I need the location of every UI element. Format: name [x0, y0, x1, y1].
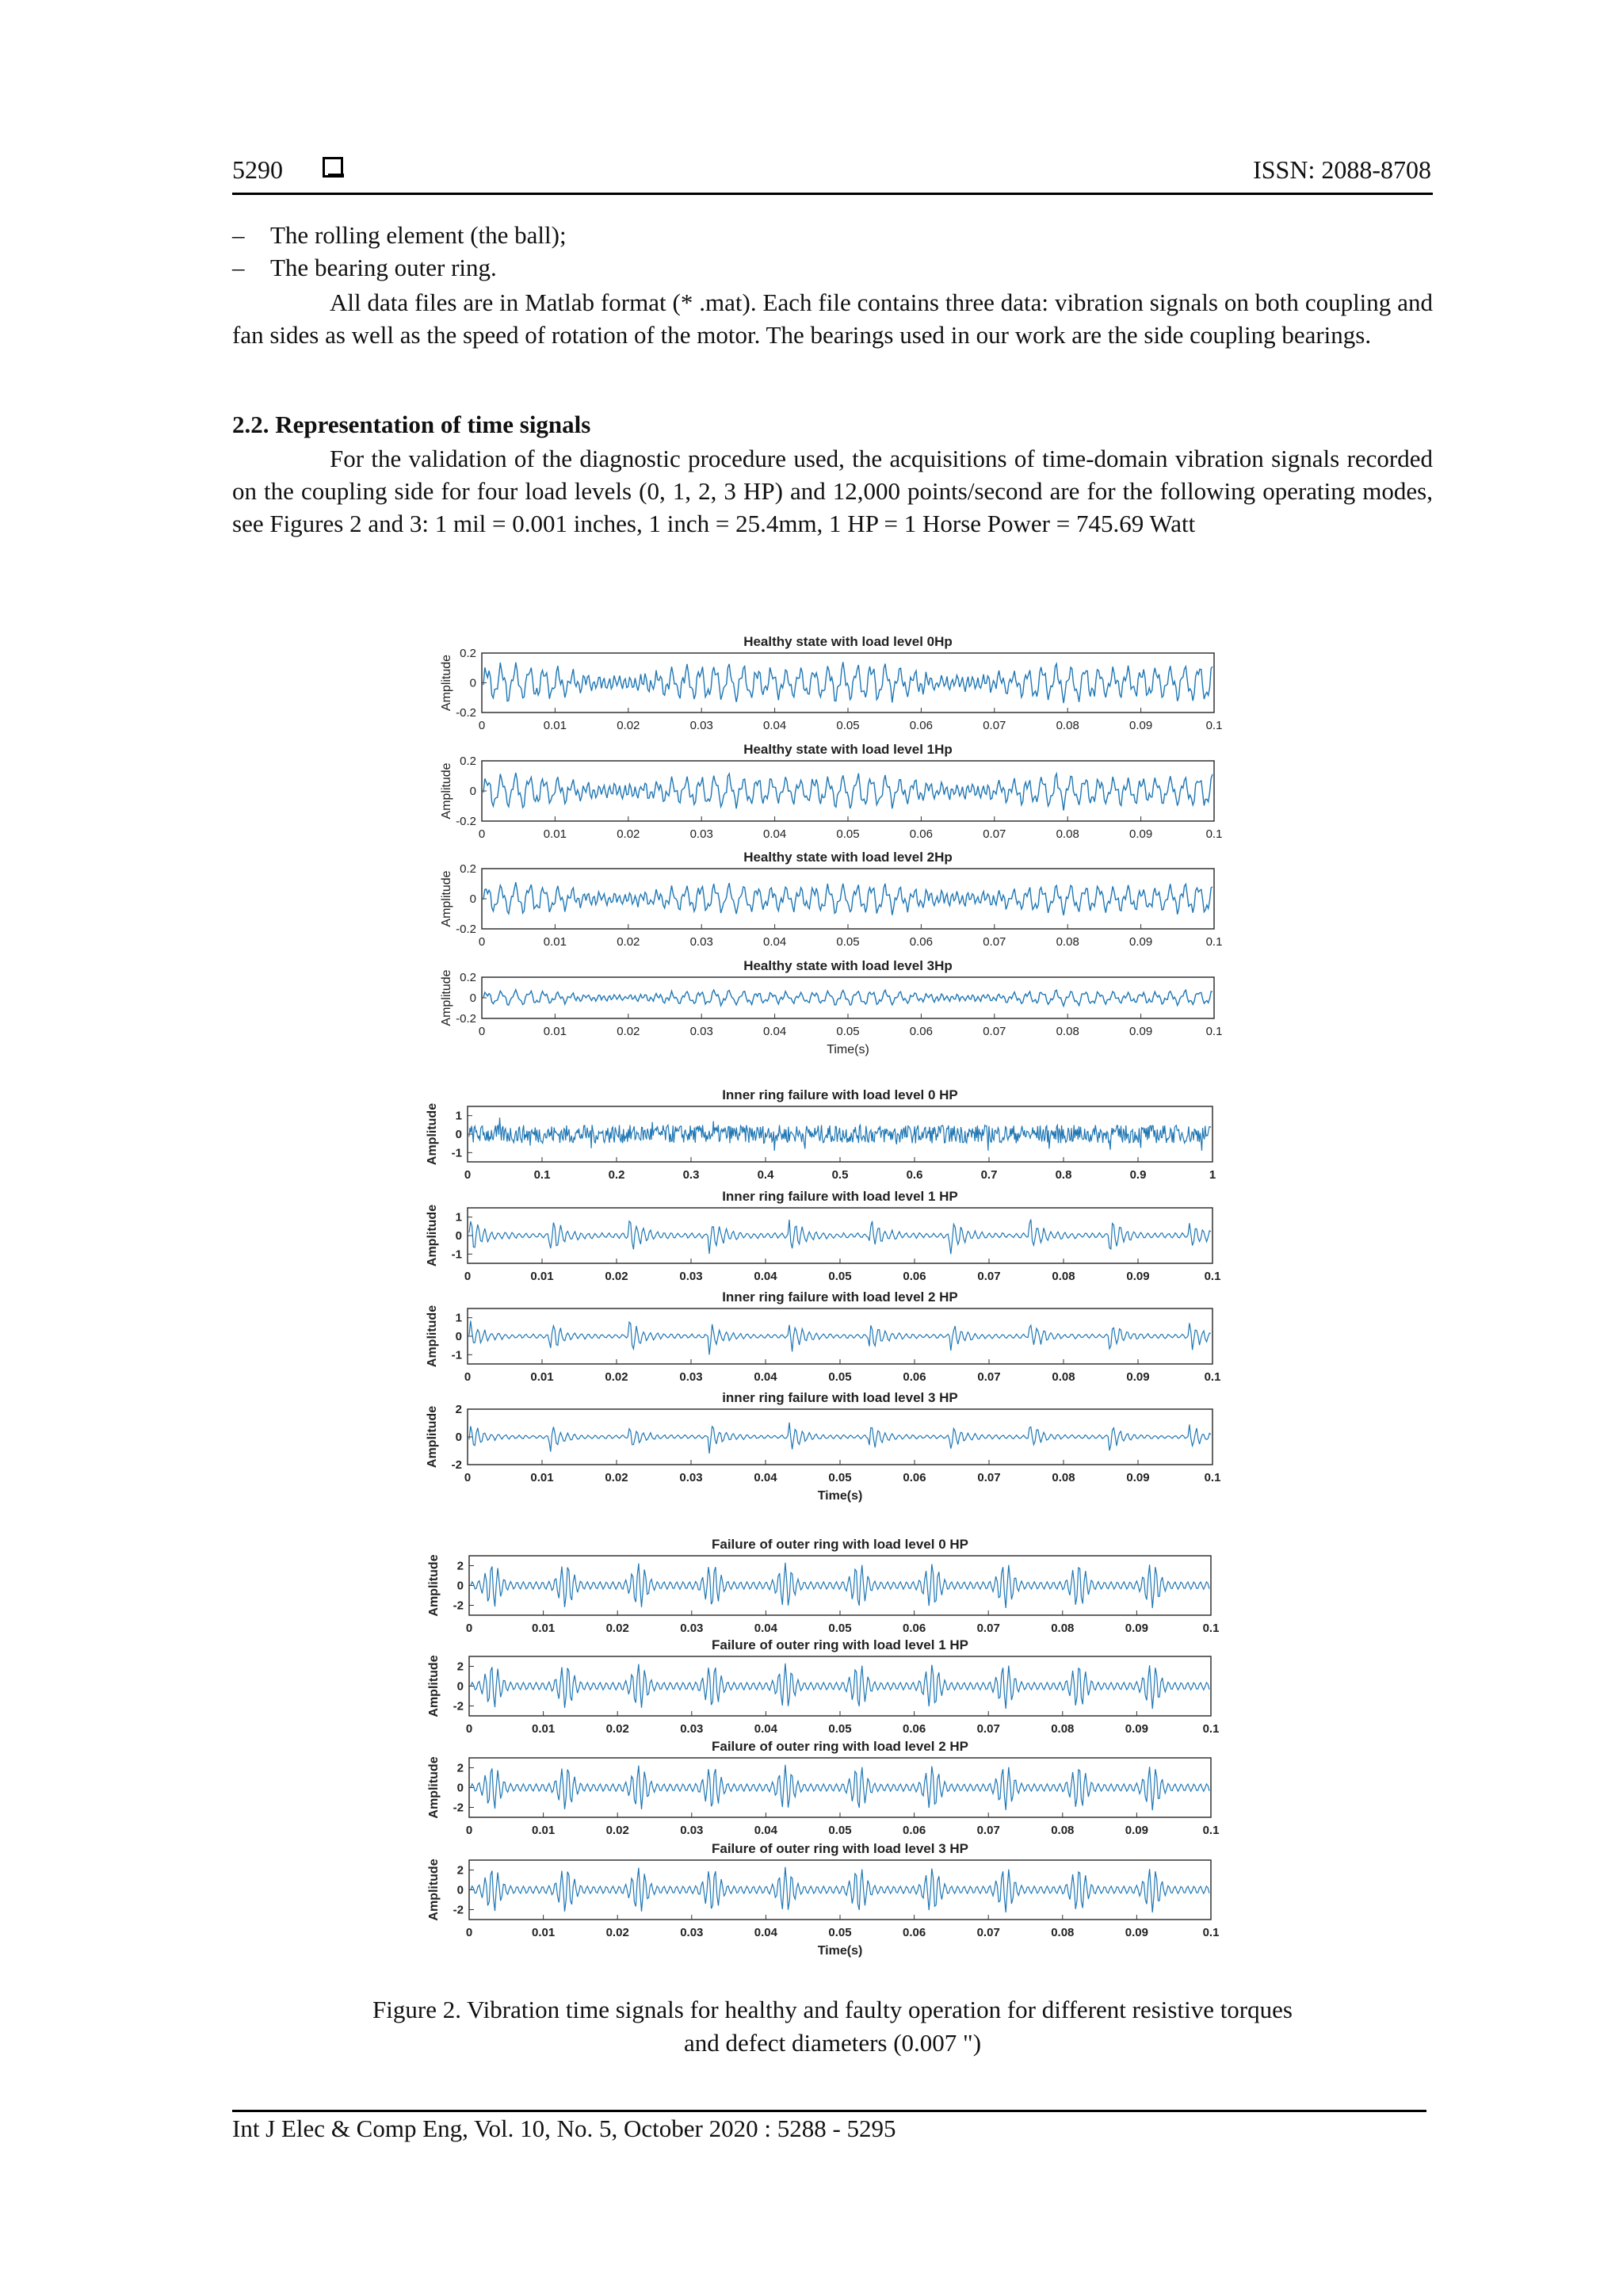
y-axis-label: Amplitude	[426, 1405, 439, 1469]
x-tick-label: 0.1	[1202, 1824, 1220, 1837]
x-tick-label: 0	[464, 1270, 472, 1283]
y-axis-label: Amplitude	[427, 1655, 441, 1717]
y-tick-label: -1	[451, 1146, 462, 1160]
y-tick-label: 1	[455, 1109, 462, 1123]
x-tick-label: 0.08	[1056, 827, 1079, 841]
x-tick-label: 0.06	[902, 1622, 926, 1635]
x-tick-label: 0.07	[976, 1722, 1000, 1736]
x-tick-label: 0.07	[977, 1270, 1001, 1283]
x-tick-label: 0.03	[689, 935, 713, 949]
y-tick-label: 1	[455, 1311, 462, 1325]
x-tick-label: 0	[478, 935, 486, 949]
caption-line: and defect diameters (0.007 ")	[683, 2029, 982, 2057]
x-tick-label: 0.06	[909, 719, 934, 732]
x-tick-label: 0.05	[828, 1722, 852, 1736]
signal-line	[469, 1220, 1211, 1255]
x-tick-label: 0.1	[1202, 1622, 1220, 1635]
x-tick-label: 0.08	[1051, 1622, 1075, 1635]
x-tick-label: 0.04	[754, 1824, 778, 1837]
x-tick-label: 0.4	[757, 1168, 774, 1182]
y-tick-label: 0.2	[460, 647, 476, 660]
x-tick-label: 0.5	[831, 1168, 849, 1182]
y-tick-label: -2	[453, 1599, 464, 1613]
x-tick-label: 0.06	[909, 1025, 934, 1038]
y-tick-label: 1	[455, 1210, 462, 1224]
chart-title: Failure of outer ring with load level 3 HP	[712, 1841, 968, 1856]
x-tick-label: 0.04	[762, 827, 787, 841]
paragraph: All data files are in Matlab format (* .mat). Each file contains three data: vibration signals on both coupling and fan sides as well as the speed of rotation of the motor. The bearings used in our work are the side coupling bearings.	[232, 288, 1433, 349]
x-tick-label: 0.02	[605, 1722, 629, 1736]
y-axis-label: Amplitude	[440, 762, 453, 819]
x-tick-label: 0	[465, 1622, 473, 1635]
page-number: 5290	[232, 155, 283, 184]
x-tick-label: 0.06	[902, 1824, 926, 1837]
bullet-text: The bearing outer ring.	[270, 254, 497, 281]
x-tick-label: 0.05	[836, 719, 860, 732]
chart-title: Failure of outer ring with load level 0 HP	[712, 1537, 968, 1552]
x-tick-label: 0.1	[1205, 935, 1223, 949]
x-tick-label: 0.8	[1055, 1168, 1072, 1182]
axes-frame	[482, 869, 1214, 929]
y-tick-label: -2	[451, 1458, 462, 1472]
chart-title: Inner ring failure with load level 2 HP	[722, 1289, 958, 1305]
x-tick-label: 0.02	[617, 935, 640, 949]
x-tick-label: 0.03	[680, 1824, 704, 1837]
x-tick-label: 0.07	[983, 827, 1006, 841]
x-tick-label: 0.09	[1128, 719, 1153, 732]
x-tick-label: 0.03	[679, 1471, 703, 1484]
x-tick-label: 0.09	[1128, 935, 1153, 949]
y-tick-label: -2	[453, 1801, 464, 1815]
x-tick-label: 0.07	[983, 935, 1006, 949]
x-tick-label: 0.01	[531, 1824, 556, 1837]
footer-citation: Int J Elec & Comp Eng, Vol. 10, No. 5, October 2020 : 5288 - 5295	[232, 2115, 896, 2142]
caption-line: Figure 2. Vibration time signals for healthy and faulty operation for different resistive torques	[372, 1996, 1293, 2023]
y-tick-label: 2	[455, 1403, 462, 1416]
x-tick-label: 0.01	[530, 1471, 554, 1484]
chart-title: Inner ring failure with load level 1 HP	[722, 1189, 958, 1204]
x-tick-label: 0.06	[909, 827, 934, 841]
x-tick-label: 0.9	[1129, 1168, 1147, 1182]
signal-line	[471, 1765, 1209, 1810]
axes-frame	[482, 977, 1214, 1018]
paragraph: For the validation of the diagnostic procedure used, the acquisitions of time-domain vibration signals recorded on the coupling side for four load levels (0, 1, 2, 3 HP) and 12,000 points/second are for the following operating modes, see Figures 2 and 3: 1 mil = 0.001 inches, 1 inch = 25.4mm, 1 HP = 1 Horse Power = 745.69 Watt	[232, 445, 1433, 537]
signal-line	[483, 662, 1212, 703]
x-tick-label: 0.02	[605, 1471, 628, 1484]
y-axis-label: Amplitude	[427, 1756, 441, 1819]
x-tick-label: 0.09	[1125, 1824, 1149, 1837]
x-tick-label: 0.04	[762, 719, 787, 732]
chart-title: Healthy state with load level 1Hp	[743, 742, 953, 757]
y-axis-label: Amplitude	[440, 969, 453, 1026]
x-tick-label: 0.08	[1052, 1370, 1075, 1384]
issn: ISSN: 2088-8708	[1253, 155, 1431, 184]
chart-title: Failure of outer ring with load level 2 HP	[712, 1739, 968, 1754]
signal-line	[483, 990, 1212, 1007]
axes-frame	[482, 653, 1214, 712]
x-tick-label: 0.02	[617, 827, 640, 841]
x-tick-label: 0.1	[1202, 1926, 1220, 1939]
figure-caption	[232, 1993, 1433, 2060]
y-axis-label: Amplitude	[426, 1204, 439, 1267]
x-tick-label: 0	[478, 719, 486, 732]
x-tick-label: 0.01	[530, 1370, 554, 1384]
x-tick-label: 0.04	[762, 935, 787, 949]
y-tick-label: 2	[456, 1660, 464, 1674]
x-tick-label: 0.05	[828, 1926, 852, 1939]
x-tick-label: 0.07	[977, 1471, 1001, 1484]
y-tick-label: -0.2	[456, 706, 476, 720]
y-tick-label: -1	[451, 1247, 462, 1262]
x-tick-label: 0.08	[1051, 1824, 1075, 1837]
x-tick-label: 0.09	[1128, 827, 1153, 841]
x-tick-label: 0	[464, 1471, 472, 1484]
y-tick-label: 2	[456, 1559, 464, 1573]
y-tick-label: 0	[455, 1431, 462, 1444]
x-tick-label: 0.1	[1202, 1722, 1220, 1736]
x-tick-label: 0	[478, 1025, 486, 1038]
footer-rule	[232, 2110, 1426, 2112]
signal-line	[483, 882, 1212, 915]
y-tick-label: 0	[469, 892, 476, 906]
x-tick-label: 0.01	[543, 1025, 567, 1038]
x-tick-label: 0.06	[903, 1370, 926, 1384]
x-tick-label: 0.03	[680, 1622, 704, 1635]
x-tick-label: 0.04	[754, 1722, 778, 1736]
x-axis-label: Time(s)	[827, 1043, 869, 1056]
section-heading: 2.2. Representation of time signals	[232, 411, 591, 438]
x-tick-label: 0.03	[689, 719, 713, 732]
x-tick-label: 0.1	[1204, 1270, 1221, 1283]
x-tick-label: 0.02	[617, 1025, 640, 1038]
x-tick-label: 0.07	[983, 1025, 1006, 1038]
x-tick-label: 0.05	[828, 1824, 852, 1837]
x-tick-label: 0.02	[617, 719, 640, 732]
axes-frame	[482, 761, 1214, 821]
x-tick-label: 0.02	[605, 1270, 628, 1283]
x-tick-label: 0.08	[1051, 1722, 1075, 1736]
chart-title: Healthy state with load level 0Hp	[743, 634, 953, 649]
x-tick-label: 0.01	[543, 935, 567, 949]
x-tick-label: 0.08	[1052, 1270, 1075, 1283]
x-tick-label: 0.07	[976, 1926, 1000, 1939]
dash-icon: –	[232, 221, 245, 249]
x-tick-label: 0.08	[1051, 1926, 1075, 1939]
x-tick-label: 0.01	[531, 1722, 556, 1736]
x-tick-label: 0.03	[680, 1722, 704, 1736]
y-tick-label: 0.2	[460, 971, 476, 984]
signal-line	[469, 1321, 1211, 1355]
x-tick-label: 1	[1209, 1168, 1216, 1182]
x-tick-label: 0.02	[605, 1824, 629, 1837]
x-tick-label: 0	[464, 1168, 472, 1182]
x-tick-label: 0.04	[754, 1270, 777, 1283]
chart-title: Failure of outer ring with load level 1 HP	[712, 1637, 968, 1652]
x-tick-label: 0.1	[1204, 1471, 1221, 1484]
x-tick-label: 0.09	[1126, 1270, 1150, 1283]
x-tick-label: 0.03	[689, 1025, 713, 1038]
chart-title: inner ring failure with load level 3 HP	[722, 1390, 958, 1405]
x-tick-label: 0	[478, 827, 486, 841]
x-tick-label: 0.06	[902, 1926, 926, 1939]
y-axis-label: Amplitude	[427, 1859, 441, 1921]
y-axis-label: Amplitude	[427, 1554, 441, 1617]
y-axis-label: Amplitude	[440, 654, 453, 712]
x-tick-label: 0.09	[1128, 1025, 1153, 1038]
y-tick-label: 0	[455, 1330, 462, 1343]
x-tick-label: 0.06	[909, 935, 934, 949]
signal-line	[469, 1423, 1211, 1454]
x-tick-label: 0.08	[1056, 935, 1079, 949]
x-tick-label: 0.05	[828, 1270, 852, 1283]
x-tick-label: 0.06	[902, 1722, 926, 1736]
x-tick-label: 0.02	[605, 1926, 629, 1939]
x-tick-label: 0.09	[1125, 1926, 1149, 1939]
x-tick-label: 0.03	[679, 1270, 703, 1283]
y-tick-label: 0	[456, 1781, 464, 1795]
x-tick-label: 0.05	[836, 1025, 860, 1038]
x-tick-label: 0.05	[828, 1471, 852, 1484]
y-tick-label: 0	[455, 1128, 462, 1141]
x-tick-label: 0.04	[754, 1926, 778, 1939]
signal-line	[471, 1867, 1209, 1912]
x-tick-label: 0.09	[1125, 1622, 1149, 1635]
y-tick-label: 0	[456, 1579, 464, 1593]
x-tick-label: 0.05	[836, 827, 860, 841]
chart-title: Inner ring failure with load level 0 HP	[722, 1087, 958, 1102]
chart-title: Healthy state with load level 2Hp	[743, 850, 953, 865]
y-tick-label: -0.2	[456, 923, 476, 936]
x-tick-label: 0.1	[533, 1168, 551, 1182]
x-tick-label: 0.04	[754, 1370, 777, 1384]
chart-title: Healthy state with load level 3Hp	[743, 958, 953, 973]
x-tick-label: 0.01	[543, 827, 567, 841]
x-tick-label: 0.01	[530, 1270, 554, 1283]
x-tick-label: 0.09	[1126, 1471, 1150, 1484]
x-tick-label: 0.1	[1205, 1025, 1223, 1038]
signal-line	[471, 1664, 1209, 1709]
x-tick-label: 0.1	[1204, 1370, 1221, 1384]
x-tick-label: 0.2	[608, 1168, 625, 1182]
y-tick-label: 0	[469, 991, 476, 1005]
x-tick-label: 0.05	[836, 935, 860, 949]
y-axis-label: Amplitude	[426, 1305, 439, 1368]
y-tick-label: -0.2	[456, 1012, 476, 1026]
x-tick-label: 0.01	[531, 1622, 556, 1635]
x-tick-label: 0.04	[754, 1471, 777, 1484]
x-tick-label: 0.6	[906, 1168, 923, 1182]
x-tick-label: 0.03	[689, 827, 713, 841]
x-tick-label: 0	[465, 1926, 473, 1939]
x-tick-label: 0.02	[605, 1622, 629, 1635]
bullet-text: The rolling element (the ball);	[270, 221, 567, 249]
x-tick-label: 0	[465, 1722, 473, 1736]
y-tick-label: -1	[451, 1348, 462, 1362]
y-tick-label: 0.2	[460, 862, 476, 876]
x-tick-label: 0.07	[977, 1370, 1001, 1384]
x-tick-label: 0.01	[543, 719, 567, 732]
x-tick-label: 0.04	[754, 1622, 778, 1635]
x-tick-label: 0	[465, 1824, 473, 1837]
x-tick-label: 0.03	[680, 1926, 704, 1939]
y-axis-label: Amplitude	[440, 870, 453, 927]
x-tick-label: 0.1	[1205, 719, 1223, 732]
x-axis-label: Time(s)	[817, 1944, 863, 1958]
dash-icon: –	[232, 254, 245, 281]
x-tick-label: 0.03	[679, 1370, 703, 1384]
signal-line	[469, 1117, 1211, 1151]
x-tick-label: 0.06	[903, 1270, 926, 1283]
x-tick-label: 0.08	[1056, 719, 1079, 732]
x-axis-label: Time(s)	[817, 1489, 863, 1503]
y-axis-label: Amplitude	[426, 1102, 439, 1166]
signal-line	[471, 1563, 1209, 1608]
x-tick-label: 0.05	[828, 1622, 852, 1635]
y-tick-label: -0.2	[456, 815, 476, 828]
x-tick-label: 0.09	[1126, 1370, 1150, 1384]
x-tick-label: 0.02	[605, 1370, 628, 1384]
y-tick-label: 0.2	[460, 755, 476, 768]
x-tick-label: 0.07	[983, 719, 1006, 732]
x-tick-label: 0	[464, 1370, 472, 1384]
y-tick-label: 0	[469, 785, 476, 798]
y-tick-label: -2	[453, 1699, 464, 1713]
signal-line	[483, 773, 1212, 811]
x-tick-label: 0.08	[1056, 1025, 1079, 1038]
y-tick-label: -2	[453, 1903, 464, 1917]
y-tick-label: 0	[455, 1229, 462, 1243]
y-tick-label: 2	[456, 1761, 464, 1775]
x-tick-label: 0.09	[1125, 1722, 1149, 1736]
x-tick-label: 0.3	[682, 1168, 700, 1182]
x-tick-label: 0.1	[1205, 827, 1223, 841]
x-tick-label: 0.01	[531, 1926, 556, 1939]
x-tick-label: 0.7	[980, 1168, 998, 1182]
y-tick-label: 0	[456, 1883, 464, 1897]
x-tick-label: 0.07	[976, 1824, 1000, 1837]
x-tick-label: 0.05	[828, 1370, 852, 1384]
y-tick-label: 0	[469, 676, 476, 690]
x-tick-label: 0.04	[762, 1025, 787, 1038]
x-tick-label: 0.08	[1052, 1471, 1075, 1484]
x-tick-label: 0.07	[976, 1622, 1000, 1635]
y-tick-label: 2	[456, 1863, 464, 1878]
y-tick-label: 0	[456, 1679, 464, 1694]
x-tick-label: 0.06	[903, 1471, 926, 1484]
